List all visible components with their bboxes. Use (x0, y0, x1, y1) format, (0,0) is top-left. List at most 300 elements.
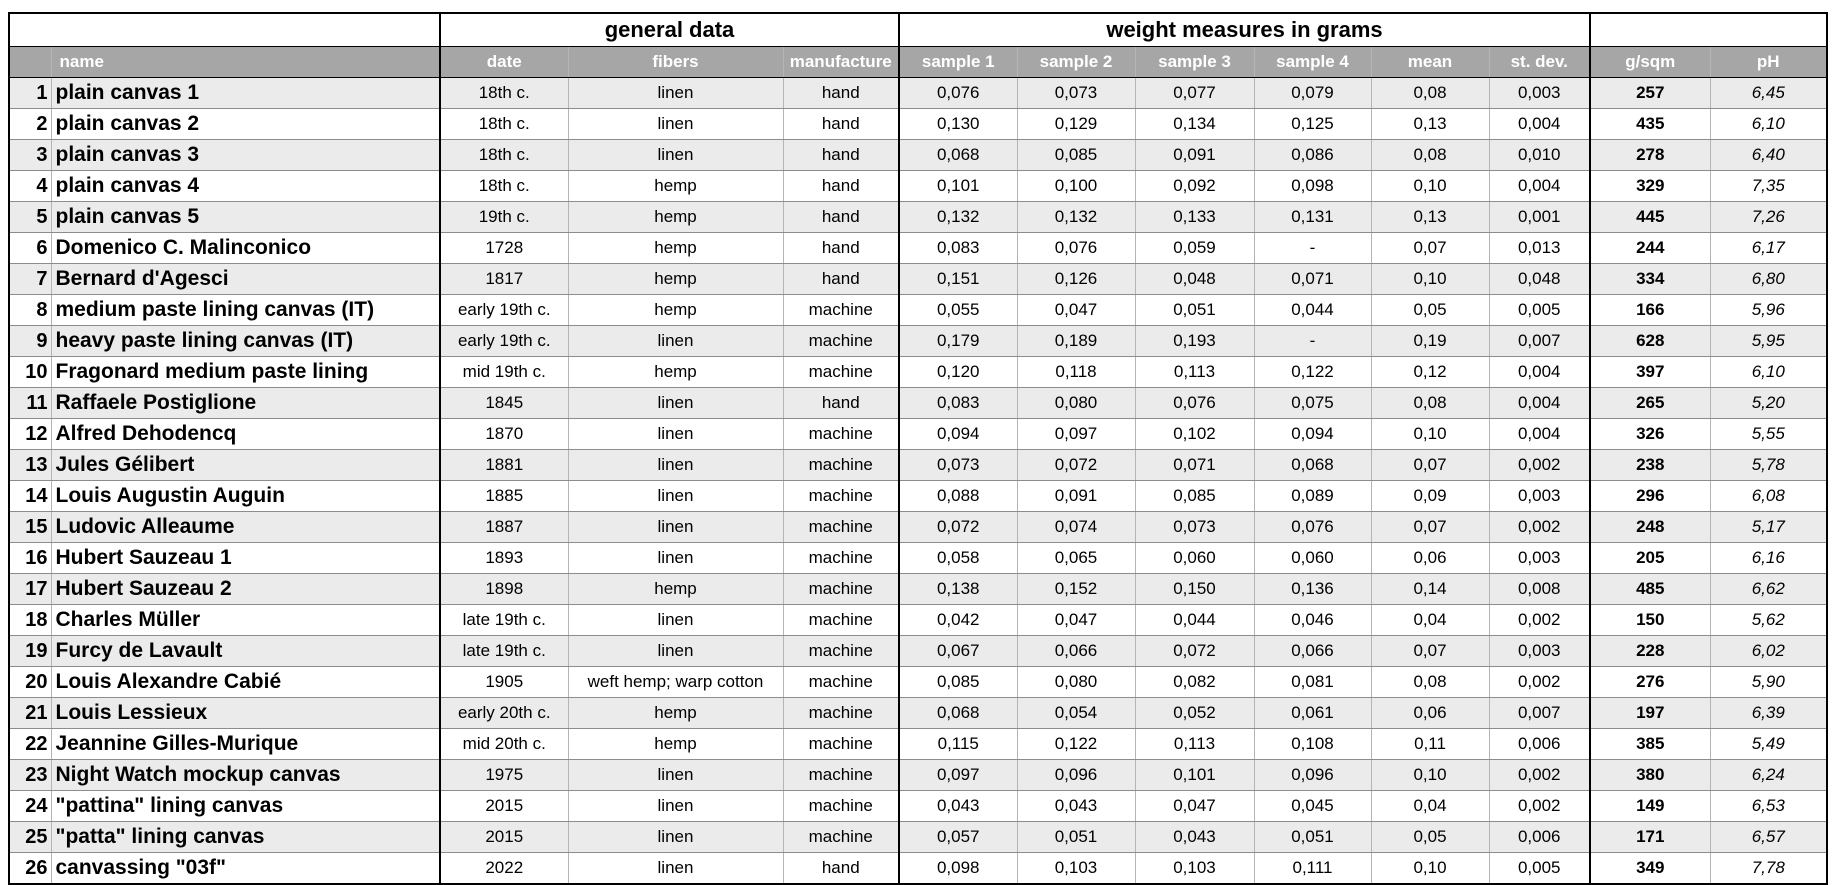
column-header-ph: pH (1710, 47, 1827, 78)
st-dev-cell: 0,007 (1489, 698, 1590, 729)
st-dev-cell: 0,010 (1489, 140, 1590, 171)
sample-2-cell: 0,047 (1017, 295, 1135, 326)
column-header-fibers: fibers (568, 47, 783, 78)
table-row (9, 636, 1827, 667)
sample-3-cell: 0,082 (1135, 667, 1254, 698)
sample-1-cell: 0,058 (899, 543, 1017, 574)
sample-4-cell: 0,051 (1254, 822, 1371, 853)
table-row (9, 729, 1827, 760)
st-dev-cell: 0,005 (1489, 295, 1590, 326)
fibers-cell: hemp (568, 357, 783, 388)
g-sqm-cell: 296 (1590, 481, 1710, 512)
mean-cell: 0,08 (1371, 78, 1489, 109)
st-dev-cell: 0,007 (1489, 326, 1590, 357)
g-sqm-cell: 349 (1590, 853, 1710, 885)
st-dev-cell: 0,002 (1489, 667, 1590, 698)
sample-1-cell: 0,138 (899, 574, 1017, 605)
sample-2-cell: 0,096 (1017, 760, 1135, 791)
fibers-cell: hemp (568, 698, 783, 729)
date-cell: 1870 (440, 419, 568, 450)
sample-2-cell: 0,122 (1017, 729, 1135, 760)
mean-cell: 0,06 (1371, 698, 1489, 729)
mean-cell: 0,09 (1371, 481, 1489, 512)
manufacture-cell: machine (783, 729, 899, 760)
st-dev-cell: 0,004 (1489, 171, 1590, 202)
sample-3-cell: 0,047 (1135, 791, 1254, 822)
table-row (9, 512, 1827, 543)
sample-2-cell: 0,054 (1017, 698, 1135, 729)
sample-name-cell: Hubert Sauzeau 2 (51, 574, 440, 605)
mean-cell: 0,10 (1371, 853, 1489, 885)
mean-cell: 0,07 (1371, 636, 1489, 667)
mean-cell: 0,04 (1371, 605, 1489, 636)
date-cell: early 19th c. (440, 295, 568, 326)
sample-4-cell: 0,081 (1254, 667, 1371, 698)
row-number-cell: 1 (9, 78, 51, 109)
date-cell: mid 20th c. (440, 729, 568, 760)
sample-3-cell: 0,043 (1135, 822, 1254, 853)
manufacture-cell: machine (783, 698, 899, 729)
sample-3-cell: 0,072 (1135, 636, 1254, 667)
sample-4-cell: 0,086 (1254, 140, 1371, 171)
row-number-cell: 23 (9, 760, 51, 791)
st-dev-cell: 0,002 (1489, 512, 1590, 543)
g-sqm-cell: 329 (1590, 171, 1710, 202)
table-row (9, 605, 1827, 636)
sample-1-cell: 0,151 (899, 264, 1017, 295)
row-number-cell: 8 (9, 295, 51, 326)
sample-4-cell: 0,045 (1254, 791, 1371, 822)
sample-2-cell: 0,074 (1017, 512, 1135, 543)
sample-3-cell: 0,113 (1135, 729, 1254, 760)
sample-name-cell: plain canvas 2 (51, 109, 440, 140)
sample-1-cell: 0,073 (899, 450, 1017, 481)
sample-2-cell: 0,051 (1017, 822, 1135, 853)
st-dev-cell: 0,004 (1489, 419, 1590, 450)
column-header-manufacture: manufacture (783, 47, 899, 78)
st-dev-cell: 0,003 (1489, 78, 1590, 109)
sample-1-cell: 0,083 (899, 388, 1017, 419)
manufacture-cell: machine (783, 574, 899, 605)
sample-name-cell: plain canvas 5 (51, 202, 440, 233)
table-row (9, 450, 1827, 481)
manufacture-cell: hand (783, 78, 899, 109)
date-cell: 1898 (440, 574, 568, 605)
table-row (9, 357, 1827, 388)
mean-cell: 0,04 (1371, 791, 1489, 822)
table-row (9, 171, 1827, 202)
g-sqm-cell: 244 (1590, 233, 1710, 264)
g-sqm-cell: 445 (1590, 202, 1710, 233)
fibers-cell: linen (568, 140, 783, 171)
mean-cell: 0,07 (1371, 512, 1489, 543)
date-cell: 18th c. (440, 171, 568, 202)
sample-name-cell: Charles Müller (51, 605, 440, 636)
fibers-cell: linen (568, 512, 783, 543)
mean-cell: 0,07 (1371, 233, 1489, 264)
mean-cell: 0,10 (1371, 264, 1489, 295)
table-row (9, 822, 1827, 853)
sample-3-cell: 0,133 (1135, 202, 1254, 233)
sample-name-cell: "pattina" lining canvas (51, 791, 440, 822)
column-header-sample-3: sample 3 (1135, 47, 1254, 78)
sample-2-cell: 0,066 (1017, 636, 1135, 667)
st-dev-cell: 0,002 (1489, 791, 1590, 822)
sample-3-cell: 0,113 (1135, 357, 1254, 388)
sample-4-cell: 0,061 (1254, 698, 1371, 729)
mean-cell: 0,10 (1371, 171, 1489, 202)
group-header-last (1590, 13, 1827, 47)
sample-4-cell: 0,046 (1254, 605, 1371, 636)
sample-4-cell: 0,094 (1254, 419, 1371, 450)
ph-cell: 5,96 (1710, 295, 1827, 326)
date-cell: 1885 (440, 481, 568, 512)
date-cell: 1845 (440, 388, 568, 419)
canvas-weight-table (8, 12, 1828, 885)
ph-cell: 6,40 (1710, 140, 1827, 171)
row-number-cell: 19 (9, 636, 51, 667)
sample-4-cell: 0,044 (1254, 295, 1371, 326)
mean-cell: 0,11 (1371, 729, 1489, 760)
ph-cell: 6,62 (1710, 574, 1827, 605)
sample-1-cell: 0,094 (899, 419, 1017, 450)
row-number-cell: 14 (9, 481, 51, 512)
manufacture-cell: machine (783, 450, 899, 481)
fibers-cell: linen (568, 791, 783, 822)
sample-3-cell: 0,091 (1135, 140, 1254, 171)
table-row (9, 264, 1827, 295)
fibers-cell: hemp (568, 233, 783, 264)
mean-cell: 0,19 (1371, 326, 1489, 357)
ph-cell: 5,49 (1710, 729, 1827, 760)
mean-cell: 0,08 (1371, 388, 1489, 419)
mean-cell: 0,07 (1371, 450, 1489, 481)
sample-2-cell: 0,126 (1017, 264, 1135, 295)
sample-2-cell: 0,080 (1017, 388, 1135, 419)
row-number-cell: 6 (9, 233, 51, 264)
sample-3-cell: 0,150 (1135, 574, 1254, 605)
g-sqm-cell: 628 (1590, 326, 1710, 357)
manufacture-cell: hand (783, 264, 899, 295)
table-row (9, 419, 1827, 450)
row-number-cell: 21 (9, 698, 51, 729)
row-number-cell: 15 (9, 512, 51, 543)
date-cell: 1887 (440, 512, 568, 543)
sample-3-cell: 0,048 (1135, 264, 1254, 295)
g-sqm-cell: 205 (1590, 543, 1710, 574)
column-header-sample-4: sample 4 (1254, 47, 1371, 78)
sample-1-cell: 0,072 (899, 512, 1017, 543)
mean-cell: 0,13 (1371, 109, 1489, 140)
ph-cell: 6,16 (1710, 543, 1827, 574)
st-dev-cell: 0,002 (1489, 450, 1590, 481)
ph-cell: 7,35 (1710, 171, 1827, 202)
row-number-cell: 11 (9, 388, 51, 419)
st-dev-cell: 0,004 (1489, 357, 1590, 388)
fibers-cell: linen (568, 78, 783, 109)
fibers-cell: linen (568, 853, 783, 885)
sample-4-cell: 0,068 (1254, 450, 1371, 481)
sample-1-cell: 0,130 (899, 109, 1017, 140)
ph-cell: 6,02 (1710, 636, 1827, 667)
table-row (9, 295, 1827, 326)
sample-2-cell: 0,047 (1017, 605, 1135, 636)
manufacture-cell: machine (783, 543, 899, 574)
manufacture-cell: machine (783, 822, 899, 853)
manufacture-cell: hand (783, 109, 899, 140)
manufacture-cell: hand (783, 140, 899, 171)
date-cell: early 19th c. (440, 326, 568, 357)
sample-name-cell: Ludovic Alleaume (51, 512, 440, 543)
row-number-cell: 3 (9, 140, 51, 171)
sample-3-cell: 0,051 (1135, 295, 1254, 326)
row-number-cell: 17 (9, 574, 51, 605)
sample-name-cell: plain canvas 4 (51, 171, 440, 202)
sample-1-cell: 0,057 (899, 822, 1017, 853)
mean-cell: 0,14 (1371, 574, 1489, 605)
sample-4-cell: 0,111 (1254, 853, 1371, 885)
sample-2-cell: 0,097 (1017, 419, 1135, 450)
sample-name-cell: Furcy de Lavault (51, 636, 440, 667)
g-sqm-cell: 171 (1590, 822, 1710, 853)
fibers-cell: hemp (568, 574, 783, 605)
sample-name-cell: Bernard d'Agesci (51, 264, 440, 295)
date-cell: 2015 (440, 791, 568, 822)
manufacture-cell: machine (783, 667, 899, 698)
sample-3-cell: 0,052 (1135, 698, 1254, 729)
ph-cell: 6,39 (1710, 698, 1827, 729)
fibers-cell: linen (568, 388, 783, 419)
table-row (9, 326, 1827, 357)
sample-2-cell: 0,129 (1017, 109, 1135, 140)
sample-name-cell: Raffaele Postiglione (51, 388, 440, 419)
date-cell: 1975 (440, 760, 568, 791)
sample-4-cell: 0,096 (1254, 760, 1371, 791)
sample-3-cell: 0,071 (1135, 450, 1254, 481)
g-sqm-cell: 276 (1590, 667, 1710, 698)
sample-1-cell: 0,088 (899, 481, 1017, 512)
row-number-cell: 12 (9, 419, 51, 450)
sample-3-cell: 0,076 (1135, 388, 1254, 419)
group-header-general: general data (440, 13, 899, 47)
group-header-row (9, 13, 1827, 47)
sample-3-cell: 0,059 (1135, 233, 1254, 264)
ph-cell: 6,17 (1710, 233, 1827, 264)
row-number-cell: 26 (9, 853, 51, 885)
g-sqm-cell: 257 (1590, 78, 1710, 109)
ph-cell: 6,53 (1710, 791, 1827, 822)
sample-2-cell: 0,118 (1017, 357, 1135, 388)
date-cell: 1905 (440, 667, 568, 698)
g-sqm-cell: 265 (1590, 388, 1710, 419)
row-number-cell: 2 (9, 109, 51, 140)
sample-name-cell: Night Watch mockup canvas (51, 760, 440, 791)
sample-1-cell: 0,120 (899, 357, 1017, 388)
row-number-cell: 22 (9, 729, 51, 760)
mean-cell: 0,06 (1371, 543, 1489, 574)
sample-name-cell: heavy paste lining canvas (IT) (51, 326, 440, 357)
sample-1-cell: 0,085 (899, 667, 1017, 698)
sample-4-cell: - (1254, 233, 1371, 264)
st-dev-cell: 0,002 (1489, 605, 1590, 636)
fibers-cell: linen (568, 822, 783, 853)
ph-cell: 5,95 (1710, 326, 1827, 357)
column-header-mean: mean (1371, 47, 1489, 78)
table-row (9, 109, 1827, 140)
mean-cell: 0,12 (1371, 357, 1489, 388)
g-sqm-cell: 228 (1590, 636, 1710, 667)
sample-3-cell: 0,102 (1135, 419, 1254, 450)
g-sqm-cell: 326 (1590, 419, 1710, 450)
sample-3-cell: 0,085 (1135, 481, 1254, 512)
fibers-cell: hemp (568, 264, 783, 295)
sample-1-cell: 0,076 (899, 78, 1017, 109)
group-header-weight: weight measures in grams (899, 13, 1590, 47)
date-cell: late 19th c. (440, 605, 568, 636)
sample-1-cell: 0,068 (899, 698, 1017, 729)
ph-cell: 6,57 (1710, 822, 1827, 853)
fibers-cell: linen (568, 481, 783, 512)
manufacture-cell: hand (783, 233, 899, 264)
column-header-sample-2: sample 2 (1017, 47, 1135, 78)
date-cell: 2015 (440, 822, 568, 853)
ph-cell: 6,45 (1710, 78, 1827, 109)
sample-name-cell: Domenico C. Malinconico (51, 233, 440, 264)
row-number-cell: 25 (9, 822, 51, 853)
mean-cell: 0,05 (1371, 295, 1489, 326)
ph-cell: 7,78 (1710, 853, 1827, 885)
sample-3-cell: 0,060 (1135, 543, 1254, 574)
sample-name-cell: canvassing "03f" (51, 853, 440, 885)
sample-3-cell: 0,101 (1135, 760, 1254, 791)
g-sqm-cell: 380 (1590, 760, 1710, 791)
ph-cell: 7,26 (1710, 202, 1827, 233)
row-number-cell: 13 (9, 450, 51, 481)
date-cell: 1817 (440, 264, 568, 295)
g-sqm-cell: 150 (1590, 605, 1710, 636)
table-row (9, 574, 1827, 605)
manufacture-cell: machine (783, 605, 899, 636)
table-row (9, 481, 1827, 512)
sample-1-cell: 0,043 (899, 791, 1017, 822)
row-number-cell: 10 (9, 357, 51, 388)
st-dev-cell: 0,048 (1489, 264, 1590, 295)
table-row (9, 202, 1827, 233)
date-cell: mid 19th c. (440, 357, 568, 388)
sample-2-cell: 0,076 (1017, 233, 1135, 264)
table-body (9, 78, 1827, 885)
sample-1-cell: 0,083 (899, 233, 1017, 264)
table-row (9, 791, 1827, 822)
mean-cell: 0,10 (1371, 419, 1489, 450)
g-sqm-cell: 248 (1590, 512, 1710, 543)
sample-4-cell: 0,098 (1254, 171, 1371, 202)
sample-4-cell: 0,108 (1254, 729, 1371, 760)
st-dev-cell: 0,003 (1489, 481, 1590, 512)
table-row (9, 78, 1827, 109)
manufacture-cell: hand (783, 202, 899, 233)
column-header-sample-1: sample 1 (899, 47, 1017, 78)
sample-name-cell: Jules Gélibert (51, 450, 440, 481)
sample-name-cell: Louis Lessieux (51, 698, 440, 729)
ph-cell: 5,62 (1710, 605, 1827, 636)
st-dev-cell: 0,003 (1489, 543, 1590, 574)
sample-1-cell: 0,115 (899, 729, 1017, 760)
row-number-cell: 4 (9, 171, 51, 202)
manufacture-cell: machine (783, 295, 899, 326)
sample-2-cell: 0,132 (1017, 202, 1135, 233)
sample-2-cell: 0,103 (1017, 853, 1135, 885)
column-header-index (9, 47, 51, 78)
g-sqm-cell: 485 (1590, 574, 1710, 605)
mean-cell: 0,10 (1371, 760, 1489, 791)
sample-2-cell: 0,152 (1017, 574, 1135, 605)
row-number-cell: 24 (9, 791, 51, 822)
ph-cell: 6,10 (1710, 109, 1827, 140)
manufacture-cell: machine (783, 636, 899, 667)
sample-3-cell: 0,044 (1135, 605, 1254, 636)
sample-4-cell: - (1254, 326, 1371, 357)
ph-cell: 5,90 (1710, 667, 1827, 698)
date-cell: 1893 (440, 543, 568, 574)
ph-cell: 6,08 (1710, 481, 1827, 512)
manufacture-cell: hand (783, 171, 899, 202)
sample-4-cell: 0,131 (1254, 202, 1371, 233)
g-sqm-cell: 238 (1590, 450, 1710, 481)
fibers-cell: hemp (568, 295, 783, 326)
column-header-date: date (440, 47, 568, 78)
sample-3-cell: 0,103 (1135, 853, 1254, 885)
manufacture-cell: hand (783, 388, 899, 419)
row-number-cell: 20 (9, 667, 51, 698)
table-row (9, 853, 1827, 885)
ph-cell: 6,80 (1710, 264, 1827, 295)
ph-cell: 5,17 (1710, 512, 1827, 543)
fibers-cell: linen (568, 543, 783, 574)
g-sqm-cell: 435 (1590, 109, 1710, 140)
table-row (9, 667, 1827, 698)
sample-2-cell: 0,073 (1017, 78, 1135, 109)
sample-1-cell: 0,101 (899, 171, 1017, 202)
group-header-blank (9, 13, 440, 47)
st-dev-cell: 0,006 (1489, 822, 1590, 853)
table-row (9, 388, 1827, 419)
sample-2-cell: 0,091 (1017, 481, 1135, 512)
sample-4-cell: 0,076 (1254, 512, 1371, 543)
row-number-cell: 5 (9, 202, 51, 233)
date-cell: 1728 (440, 233, 568, 264)
fibers-cell: hemp (568, 729, 783, 760)
date-cell: 1881 (440, 450, 568, 481)
column-header-name: name (51, 47, 440, 78)
sample-4-cell: 0,060 (1254, 543, 1371, 574)
st-dev-cell: 0,006 (1489, 729, 1590, 760)
row-number-cell: 9 (9, 326, 51, 357)
column-header-g-sqm: g/sqm (1590, 47, 1710, 78)
sample-2-cell: 0,043 (1017, 791, 1135, 822)
sample-2-cell: 0,072 (1017, 450, 1135, 481)
sample-3-cell: 0,077 (1135, 78, 1254, 109)
manufacture-cell: machine (783, 419, 899, 450)
mean-cell: 0,08 (1371, 140, 1489, 171)
sample-1-cell: 0,067 (899, 636, 1017, 667)
column-header-row (9, 47, 1827, 78)
sample-4-cell: 0,136 (1254, 574, 1371, 605)
sample-4-cell: 0,075 (1254, 388, 1371, 419)
sample-2-cell: 0,065 (1017, 543, 1135, 574)
sample-3-cell: 0,193 (1135, 326, 1254, 357)
manufacture-cell: machine (783, 357, 899, 388)
